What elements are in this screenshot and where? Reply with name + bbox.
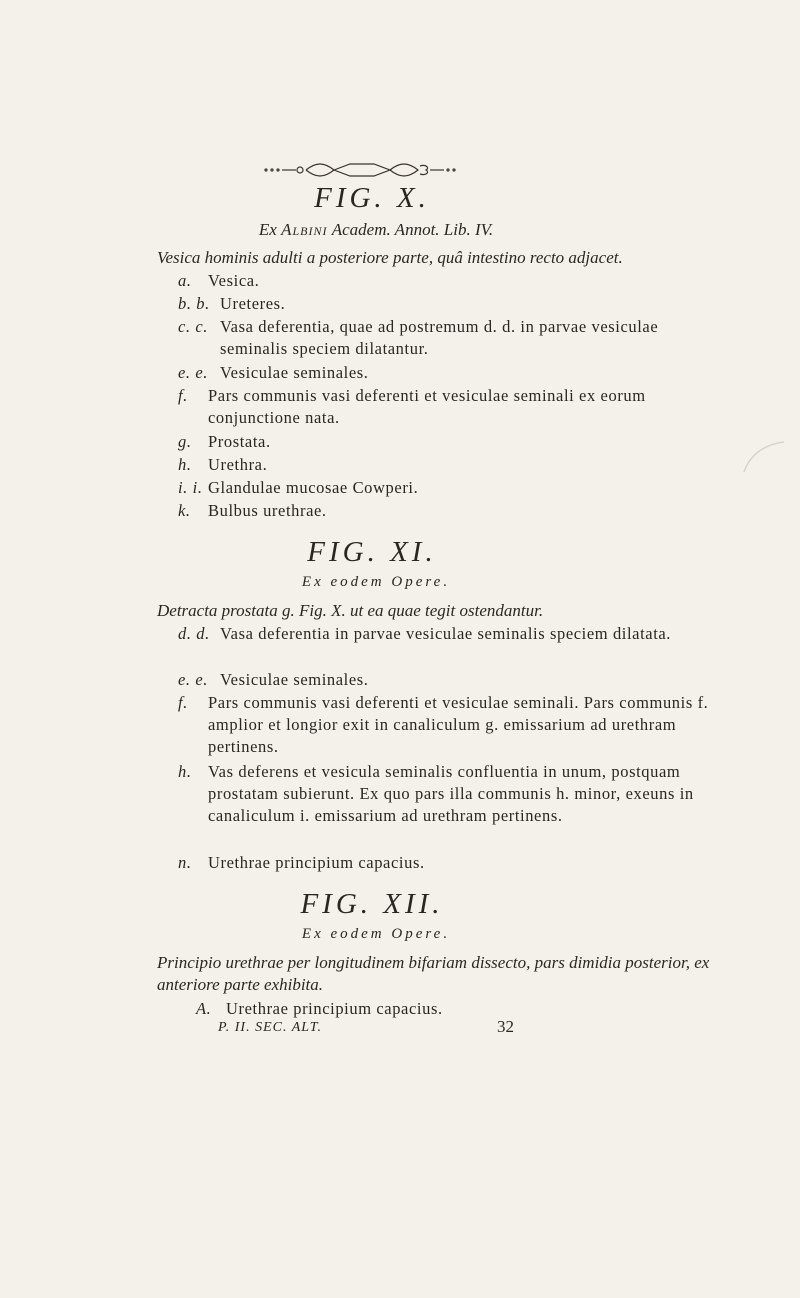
fig-10-source-author: Albini [281,220,328,239]
fig-10-item-b: b. b. Ureteres. [178,294,286,313]
fig-11-source: Ex eodem Opere. [301,574,451,590]
fig-10-title: FIG. X. [314,182,430,214]
fig-10-source [0,220,776,240]
fig-10-intro: Vesica hominis adulti a posteriore parte, quâ intestino recto adjacet. [157,248,623,267]
fig-12-source: Ex eodem Opere. [301,926,451,942]
fig-11-title: FIG. XI. [307,536,437,568]
fig-11-item-n: n. Urethrae principium capacius. [178,853,425,872]
fig-10-source-lead: Ex [258,220,277,239]
fig-10-item-c: c. c. Vasa deferentia, quae ad postremum d. d. in parvae vesiculae seminalis speciem dilatantur. [178,317,659,358]
signature-mark: P. II. SEC. ALT. [218,1020,323,1035]
printers-ornament [262,160,462,180]
fig-12-title: FIG. XII. [300,888,444,920]
fig-12-intro: Principio urethrae per longitudinem bifariam dissecto, pars dimidia posterior, ex anteriore parte exhibita. [157,953,710,994]
fig-10-item-h: h. Urethra. [178,455,268,474]
fig-11-intro: Detracta prostata g. Fig. X. ut ea quae tegit ostendantur. [157,601,544,620]
fig-11-item-h: h. Vas deferens et vesicula seminalis confluentia in unum, postquam prostatam subierunt. Ex quo pars illa communis h. minor, exeuns in canaliculum i. emissarium ad urethram pertinens. [178,762,694,825]
fig-10-item-k: k. Bulbus urethrae. [178,501,327,520]
fig-10-source-rest: Academ. Annot. Lib. IV. [331,220,494,239]
fig-10-item-f: f. Pars communis vasi deferenti et vesiculae seminali ex eorum conjunctione nata. [178,386,646,427]
paper-crease-mark [736,438,786,488]
fig-12-item-A: A. Urethrae principium capacius. [196,999,443,1018]
fig-10-item-g: g. Prostata. [178,432,271,451]
fig-11-item-e: e. e. Vesiculae seminales. [178,670,369,689]
page-number: 32 [497,1017,514,1036]
fig-10-item-e: e. e. Vesiculae seminales. [178,363,369,382]
fig-11-item-f: f. Pars communis vasi deferenti et vesiculae seminali. Pars communis f. amplior et longior exit in canaliculum g. emissarium ad urethram pertinens. [178,693,709,756]
fig-10-item-i: i. i. Glandulae mucosae Cowperi. [178,478,419,497]
fig-11-item-d: d. d. Vasa deferentia in parvae vesiculae seminalis speciem dilatata. [178,624,672,643]
fig-10-item-a: a. Vesica. [178,271,260,290]
